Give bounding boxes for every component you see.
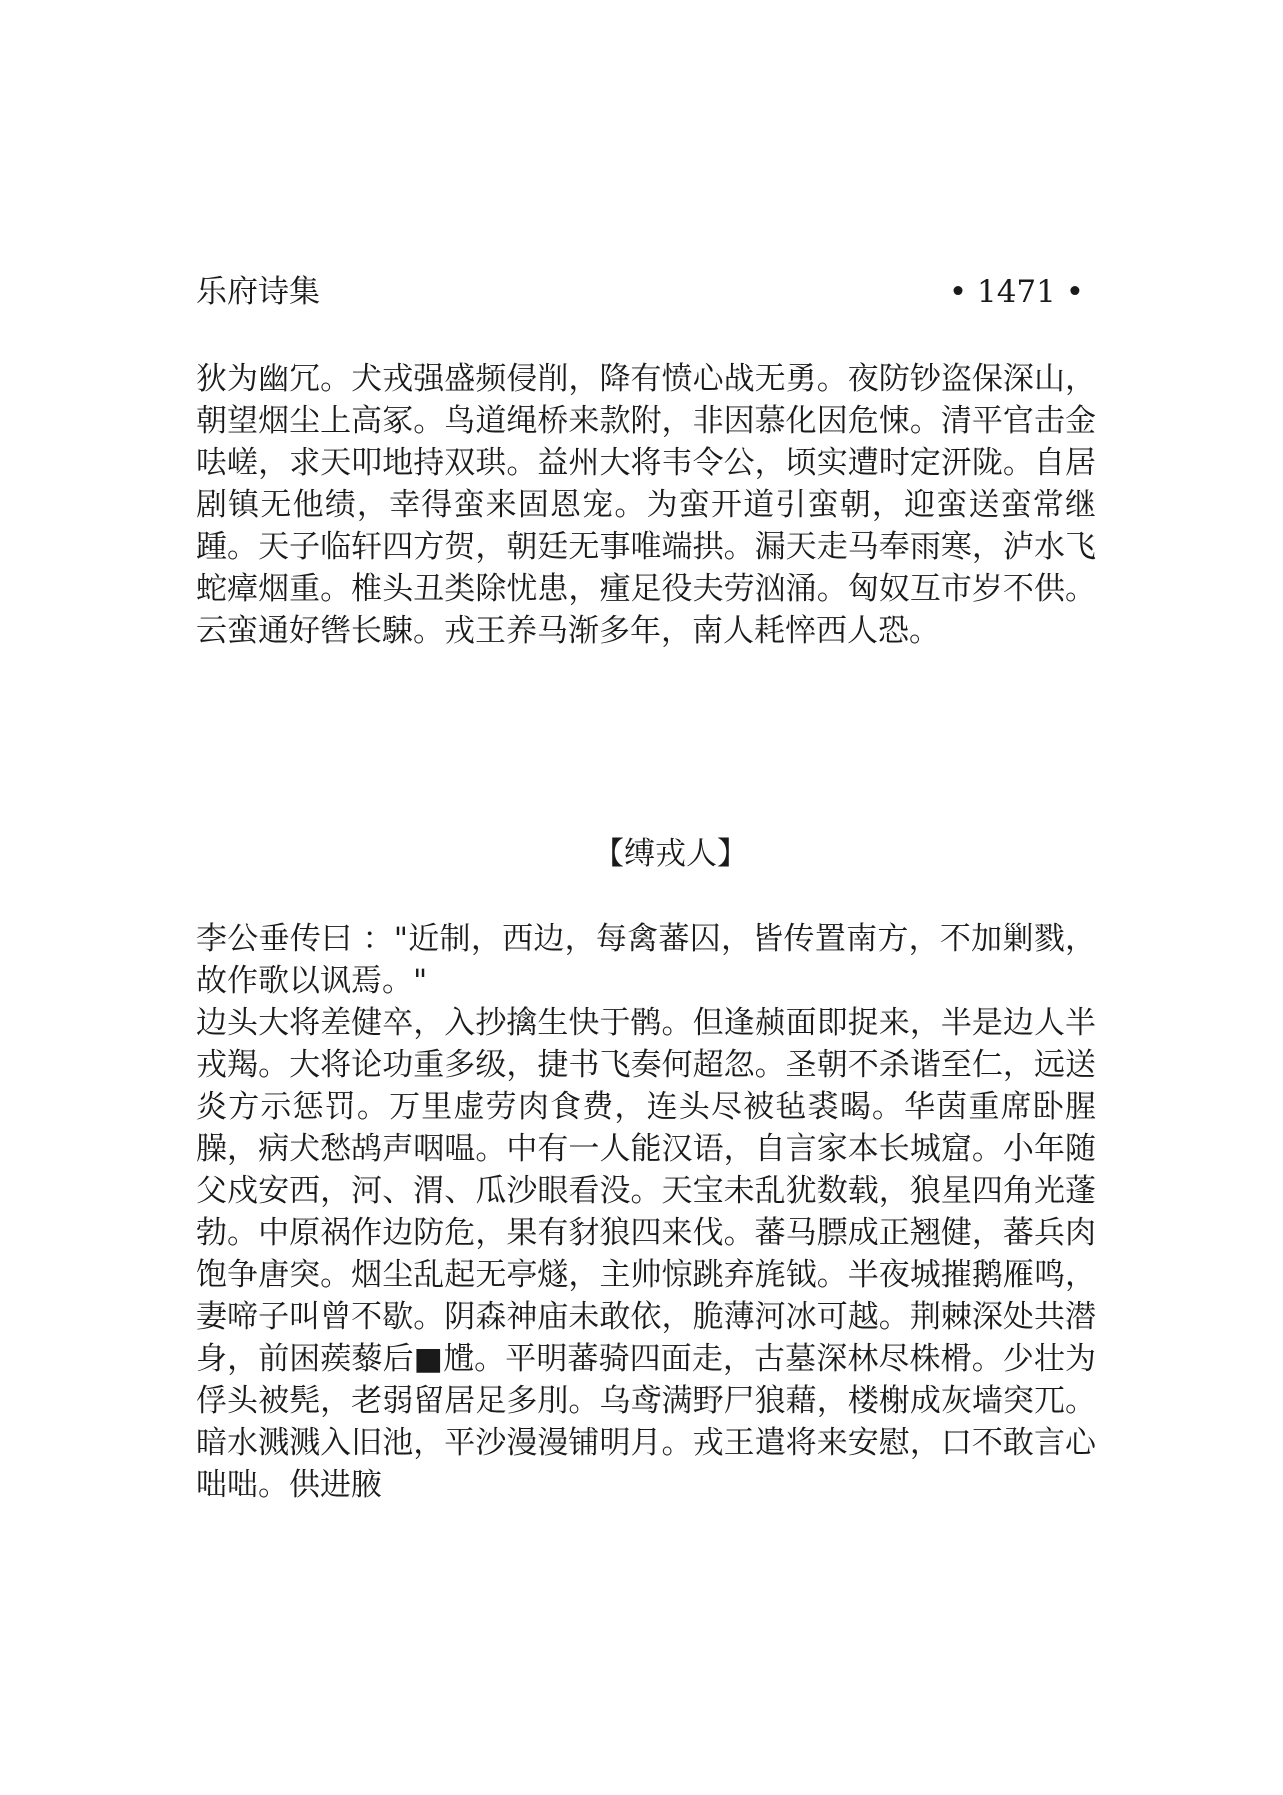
page-number: • 1471 • (948, 274, 1084, 310)
section-body (196, 918, 1096, 1506)
running-header (196, 270, 1084, 314)
section-preface: 李公垂传曰 ："近制，西边，每禽蕃囚，皆传置南方，不加剿戮，故作歌以讽焉。" (196, 921, 1096, 999)
section-poem-text: 边头大将差健卒，入抄擒生快于鹘。但逢赪面即捉来，半是边人半戎羯。大将论功重多级，捷书飞奏何超忽。圣朝不杀谐至仁，远送炎方示惩罚。万里虚劳肉食费，连头尽被毡裘暍。华茵重席卧腥臊，病犬愁鸪声咽嗢。中有一人能汉语，自言家本长城窟。小年随父戍安西，河、渭、瓜沙眼看没。天宝未乱犹数载，狼星四角光蓬勃。中原祸作边防危，果有豺狼四来伐。蕃马膘成正翘健，蕃兵肉饱争唐突。烟尘乱起无亭燧，主帅惊跳弃旄钺。半夜城摧鹅雁鸣，妻啼子叫曾不歇。阴森神庙未敢依，脆薄河冰可越。荆棘深处共潜身，前困蒺藜后■尳。平明蕃骑四面走，古墓深林尽株榾。少壮为俘头被髡，老弱留居足多刖。乌鸢满野尸狼藉，楼榭成灰墙突兀。暗水溅溅入旧池，平沙漫漫铺明月。戎王遣将来安慰，口不敢言心咄咄。供进腋 (196, 1005, 1096, 1503)
book-title: 乐府诗集 (196, 274, 320, 310)
section-heading: 【缚戎人】 (593, 836, 748, 872)
continued-poem-text: 狄为幽冗。犬戎强盛频侵削，降有愤心战无勇。夜防钞盗保深山，朝望烟尘上高冢。鸟道绳桥来款附，非因慕化因危悚。清平官击金呿嵯，求天叩地持双珙。益州大将韦令公，顷实遭时定汧陇。自居剧镇无他绩，幸得蛮来固恩宠。为蛮开道引蛮朝，迎蛮送蛮常继踵。天子临轩四方贺，朝廷无事唯端拱。漏天走马奉雨寒，泸水飞蛇瘴烟重。椎头丑类除忧患，瘇足役夫劳汹涌。匈奴互市岁不供。云蛮通好辔长駷。戎王养马渐多年，南人耗悴西人恐。 (196, 361, 1096, 649)
